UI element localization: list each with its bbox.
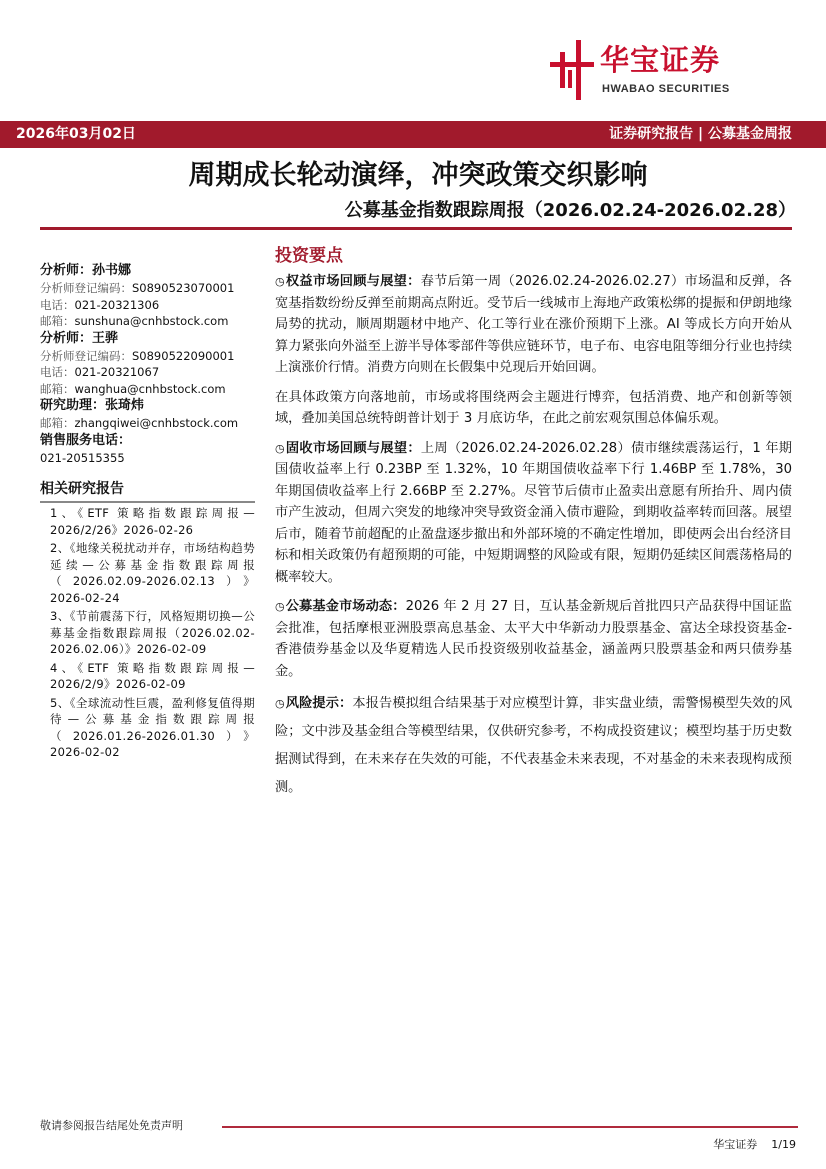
clock-icon: ◷ [275, 697, 285, 710]
sales-tel: 021-20515355 [40, 450, 125, 465]
paragraph-label: 权益市场回顾与展望： [285, 274, 421, 289]
report-date: 2026年03月02日 [16, 126, 136, 142]
logo-mark-icon [548, 40, 596, 100]
footer-disclaimer: 敬请参阅报告结尾处免责声明 [40, 1119, 183, 1132]
paragraph-fund-market [275, 596, 792, 682]
label: 分析师登记编码： [40, 348, 132, 363]
paragraph-fixed-income [275, 438, 792, 589]
label: 邮箱： [40, 381, 75, 396]
paragraph-label: 公募基金市场动态： [285, 599, 406, 614]
related-reports-heading: 相关研究报告 [40, 480, 255, 503]
key-points-heading: 投资要点 [275, 246, 343, 266]
paragraph-equity [275, 271, 792, 379]
analyst-name: 分析师：孙书娜 [40, 263, 132, 278]
related-report[interactable]: 3、《节前震荡下行，风格短期切换—公募基金指数跟踪周报（2026.02.02-2026.02.06）》2026-02-09 [50, 609, 255, 656]
analyst-block [40, 262, 255, 330]
sales-heading: 销售服务电话： [40, 432, 132, 448]
key-points [275, 245, 792, 810]
page-subtitle: 公募基金指数跟踪周报（2026.02.24-2026.02.28） [344, 200, 796, 221]
footer-divider [222, 1126, 798, 1128]
analyst-tel: 021-20321067 [74, 365, 160, 379]
paragraph-label: 固收市场回顾与展望： [285, 440, 421, 456]
label: 电话： [40, 297, 75, 312]
paragraph-text: 本报告模拟组合结果基于对应模型计算，非实盘业绩，需警惕模型失效的风险；文中涉及基金组合等模型结果，仅供研究参考，不构成投资建议；模型均基于历史数据测试得到，在未来存在失效的可能，不代表基金未来表现，不对基金的未来表现构成预测。 [275, 696, 793, 795]
label: 邮箱： [40, 314, 75, 328]
analyst-email[interactable]: sunshuna@cnhbstock.com [74, 314, 229, 328]
divider [40, 227, 792, 230]
company-logo [548, 44, 788, 100]
paragraph-policy [275, 387, 792, 430]
assistant-email[interactable]: zhangqiwei@cnhbstock.com [74, 416, 239, 430]
logo-cn: 华宝证券 [600, 43, 721, 77]
sales-block [40, 432, 255, 467]
analyst-tel: 021-20321306 [74, 297, 160, 312]
assistant-name: 研究助理：张琦炜 [40, 398, 145, 413]
clock-icon: ◷ [275, 441, 285, 455]
label: 邮箱： [40, 416, 75, 430]
report-type: 证券研究报告 | 公募基金周报 [609, 126, 792, 142]
sidebar [40, 262, 255, 761]
label: 分析师登记编码： [40, 281, 132, 295]
assistant-block [40, 397, 255, 432]
analyst-reg: S0890523070001 [132, 281, 235, 295]
paragraph-text: 2026 年 2 月 27 日，互认基金新规后首批四只产品获得中国证监会批准，包括摩根亚洲股票高息基金、太平大中华新动力股票基金、富达全球投资基金-香港债券基金以及华夏精选人民币投资级别收益基金，涵盖两只股票基金和两只债券基金。 [275, 599, 793, 679]
page-title: 周期成长轮动演绎，冲突政策交织影响 [188, 160, 648, 191]
header-band [0, 121, 826, 148]
related-report[interactable]: 2、《地缘关税扰动并存，市场结构趋势延续—公募基金指数跟踪周报（2026.02.09-2026.02.13）》2026-02-24 [50, 541, 255, 605]
logo-en: HWABAO SECURITIES [602, 83, 730, 95]
analyst-email[interactable]: wanghua@cnhbstock.com [74, 381, 226, 396]
footer-right [713, 1138, 796, 1152]
related-report[interactable]: 4、《ETF 策略指数跟踪周报—2026/2/9》2026-02-09 [50, 660, 255, 691]
related-report[interactable]: 1、《ETF 策略指数跟踪周报—2026/2/26》2026-02-26 [50, 506, 255, 537]
paragraph-text: 在具体政策方向落地前，市场或将围绕两会主题进行博弈，包括消费、地产和创新等领域，叠加美国总统特朗普计划于 3 月底访华，在此之前宏观氛围总体偏乐观。 [275, 389, 792, 426]
paragraph-text: 春节后第一周（2026.02.24-2026.02.27）市场温和反弹，各宽基指数纷纷反弹至前期高点附近。受节后一线城市上海地产政策松绑的提振和伊朗地缘局势的扰动，顺周期题材中地产、化工等行业在涨价预期下上涨。AI 等成长方向开始从算力紧张向外溢至上游半导体零部件等供应链环节，电子布、电容电阻等细分行业也持续上演涨价行情。消费方向则在长假集中兑现后开始回调。 [275, 274, 792, 375]
related-report[interactable]: 5、《全球流动性巨震，盈利修复值得期待—公募基金指数跟踪周报（2026.01.26-2026.01.30）》2026-02-02 [50, 695, 255, 759]
clock-icon: ◷ [275, 600, 285, 613]
page-number: 1/19 [771, 1138, 796, 1151]
paragraph-risk [275, 690, 792, 802]
analyst-reg: S0890522090001 [132, 348, 235, 363]
label: 电话： [40, 365, 75, 379]
analyst-block [40, 330, 255, 398]
footer-company: 华宝证券 [713, 1138, 758, 1151]
paragraph-label: 风险提示： [285, 696, 353, 711]
paragraph-text: 上周（2026.02.24-2026.02.28）债市继续震荡运行，1 年期国债收益率上行 0.23BP 至 1.32%，10 年期国债收益率下行 1.46BP 至 1.78%，30 年期国债收益率上行 2.66BP 至 2.27%。尽管节后债市止盈卖出意愿有所抬升、周内债市产生波动，但周六突发的地缘冲突导致资金涌入债市避险，到期收益率转而回落。展望后市，随着节前超配的止盈盘逐步撤出和外部环境的不确定性增加，即使两会出台经济目标和相关政策仍有超预期的可能，中短期调整的风险或有限，短期仍延续区间震荡格局的概率较大。 [275, 440, 792, 585]
analyst-name: 分析师：王骅 [40, 330, 119, 346]
clock-icon: ◷ [275, 275, 285, 288]
